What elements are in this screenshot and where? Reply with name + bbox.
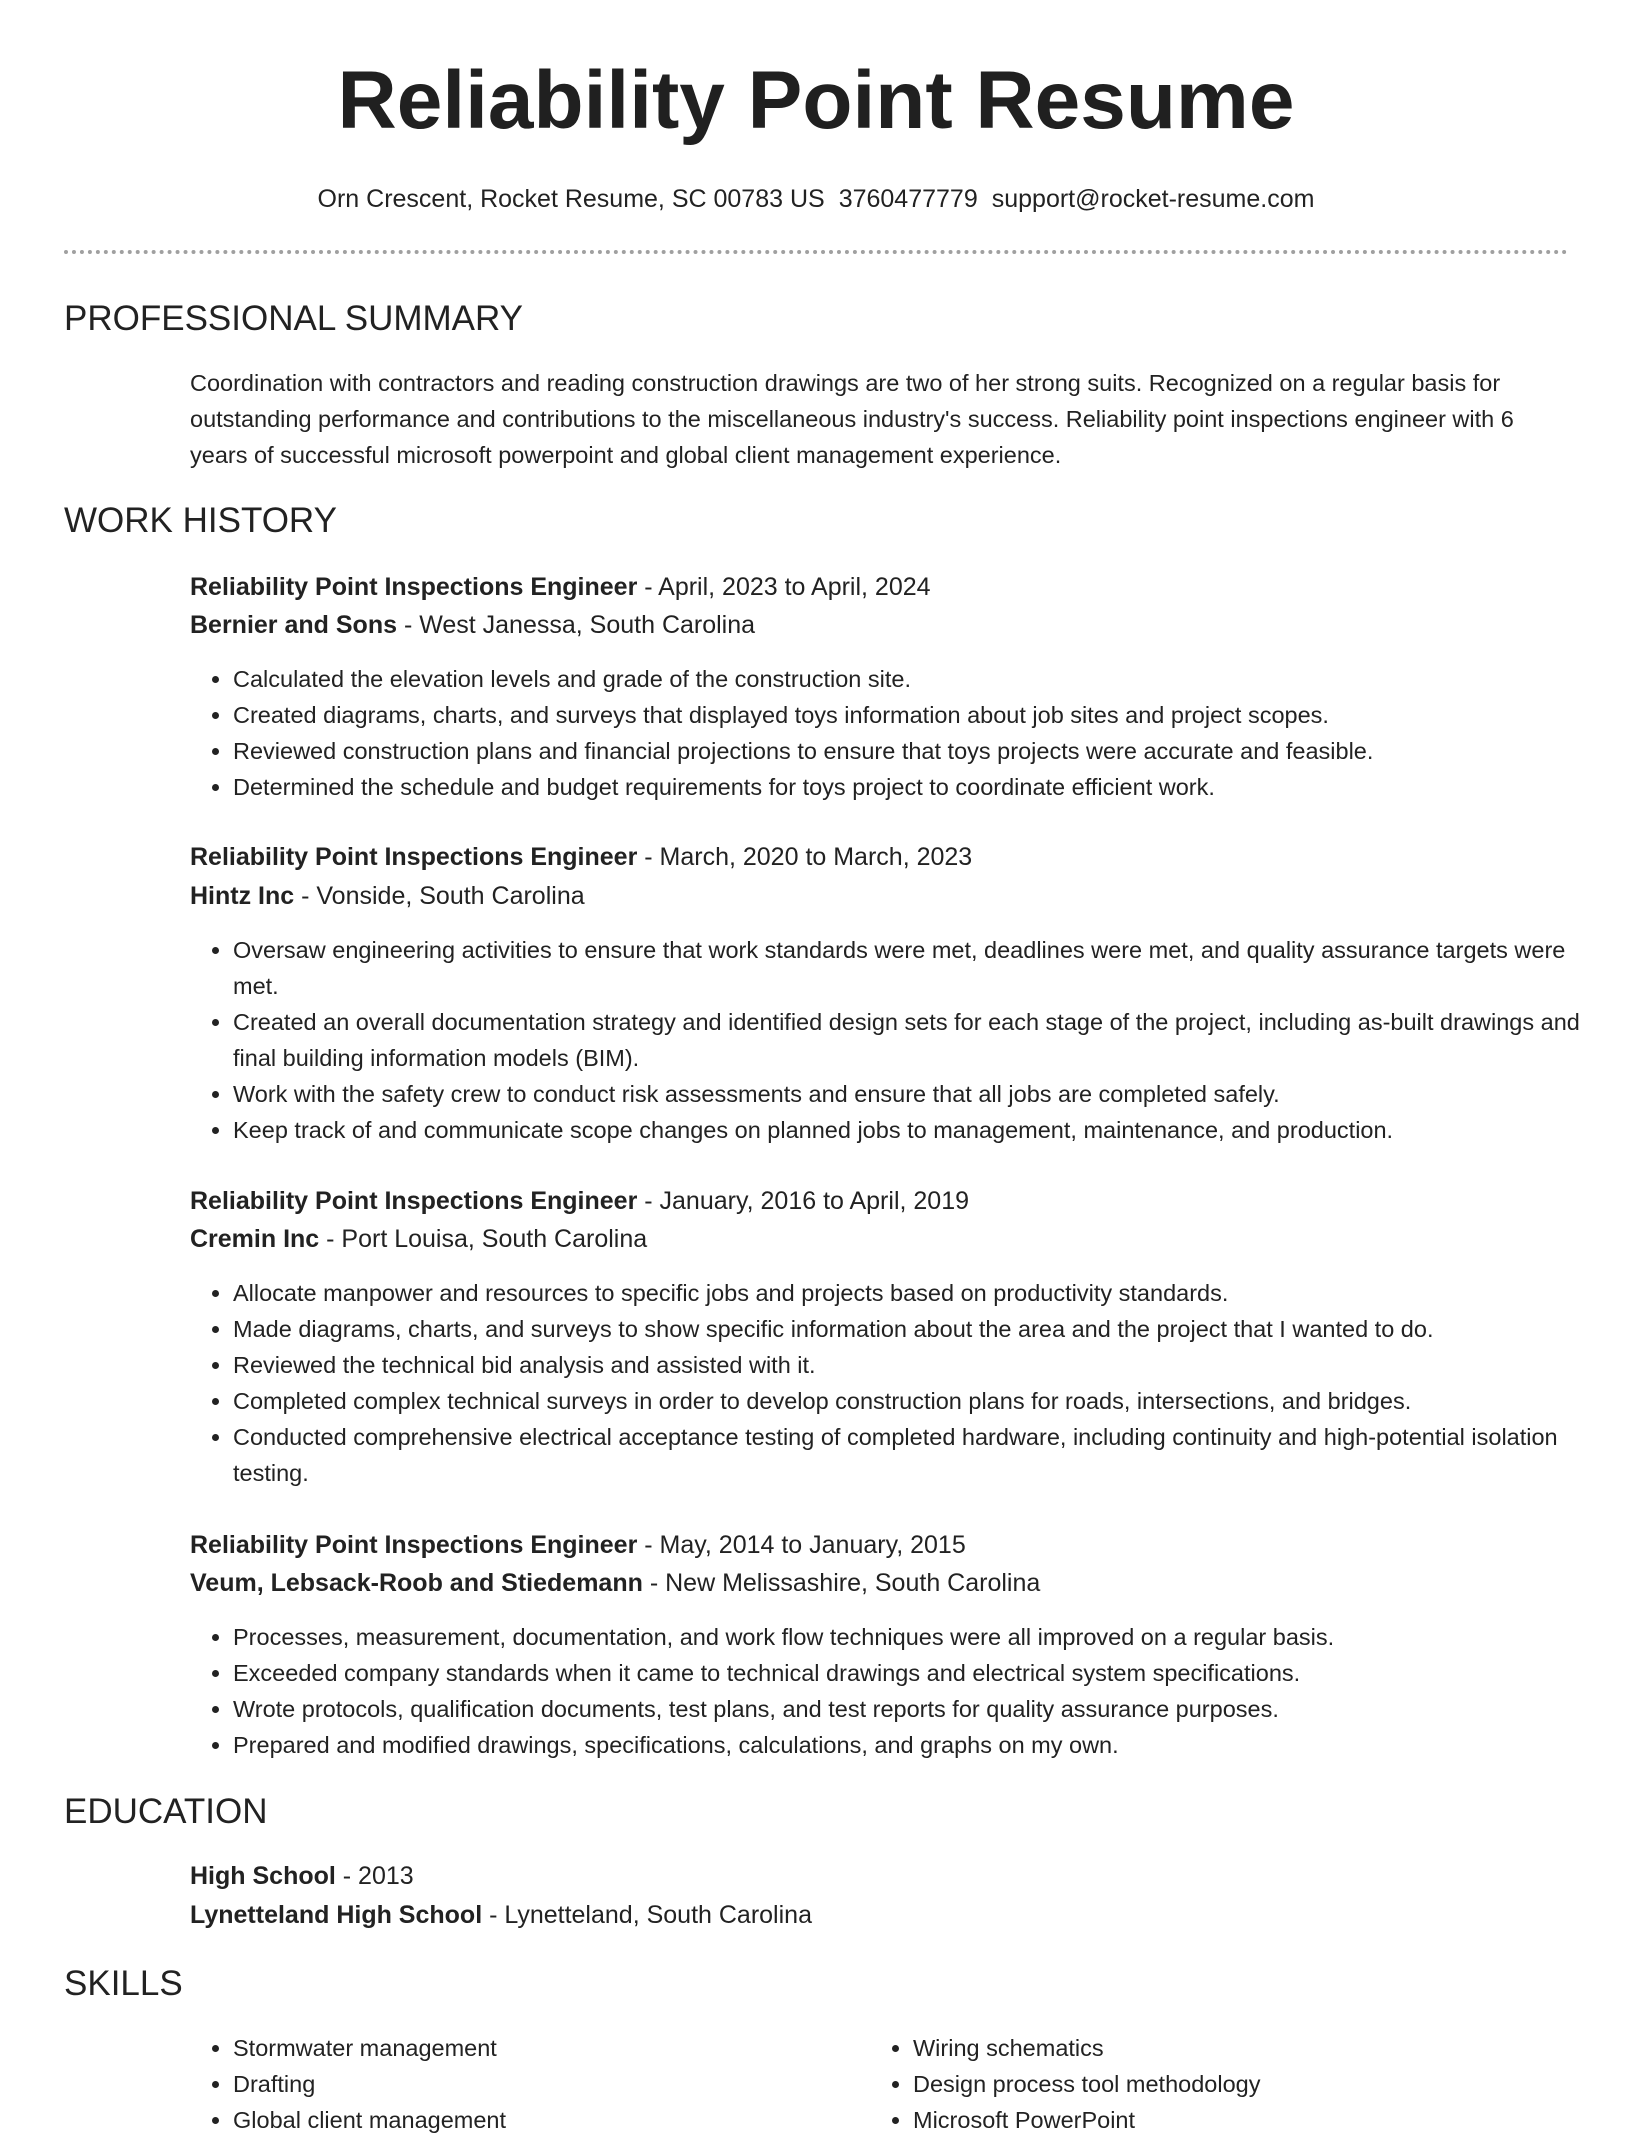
job-2-title-line bbox=[190, 840, 972, 874]
education-heading: EDUCATION bbox=[64, 1792, 268, 1831]
skill-item: • Global client management bbox=[233, 2102, 853, 2138]
job-1-role: Reliability Point Inspections Engineer bbox=[190, 573, 638, 601]
contact-address: Orn Crescent, Rocket Resume, SC 00783 US bbox=[317, 185, 825, 213]
summary-heading: PROFESSIONAL SUMMARY bbox=[64, 299, 523, 338]
job-3-role: Reliability Point Inspections Engineer bbox=[190, 1187, 638, 1215]
education-school-line bbox=[190, 1898, 812, 1932]
list-item: • Created an overall documentation strategy and identified design sets for each stage of the project, including as-built drawings and final building information models (BIM). bbox=[233, 1004, 1603, 1076]
job-2-location: - Vonside, South Carolina bbox=[294, 882, 585, 910]
job-3-title-line bbox=[190, 1184, 969, 1218]
list-item: • Made diagrams, charts, and surveys to show specific information about the area and the project that I wanted to do. bbox=[233, 1311, 1603, 1347]
list-item: • Allocate manpower and resources to specific jobs and projects based on productivity standards. bbox=[233, 1275, 1603, 1311]
job-2-bullets bbox=[190, 932, 1603, 1148]
list-item: • Prepared and modified drawings, specifications, calculations, and graphs on my own. bbox=[233, 1727, 1603, 1763]
job-4-title-line bbox=[190, 1528, 966, 1562]
job-2-company: Hintz Inc bbox=[190, 882, 295, 910]
list-item: • Processes, measurement, documentation, and work flow techniques were all improved on a regular basis. bbox=[233, 1619, 1603, 1655]
skill-item: • Drafting bbox=[233, 2066, 853, 2102]
list-item: • Determined the schedule and budget requirements for toys project to coordinate efficient work. bbox=[233, 769, 1603, 805]
skills-heading: SKILLS bbox=[64, 1964, 183, 2003]
education-school: Lynetteland High School bbox=[190, 1901, 483, 1929]
list-item: • Keep track of and communicate scope changes on planned jobs to management, maintenance, and production. bbox=[233, 1112, 1603, 1148]
header-divider bbox=[64, 250, 1568, 254]
skill-item: • Stormwater management bbox=[233, 2030, 853, 2066]
job-1-company: Bernier and Sons bbox=[190, 611, 397, 639]
job-4-company-line bbox=[190, 1566, 1040, 1600]
contact-phone: 3760477779 bbox=[838, 185, 978, 213]
job-1-title-line bbox=[190, 570, 931, 604]
job-4-location: - New Melissashire, South Carolina bbox=[642, 1569, 1041, 1597]
job-1-company-line bbox=[190, 608, 755, 642]
list-item: • Reviewed construction plans and financial projections to ensure that toys projects were accurate and feasible. bbox=[233, 733, 1603, 769]
job-3-bullets bbox=[190, 1275, 1603, 1491]
job-4-company: Veum, Lebsack-Roob and Stiedemann bbox=[190, 1569, 643, 1597]
education-degree-line bbox=[190, 1859, 414, 1893]
list-item: • Reviewed the technical bid analysis and assisted with it. bbox=[233, 1347, 1603, 1383]
list-item: • Created diagrams, charts, and surveys that displayed toys information about job sites and project scopes. bbox=[233, 697, 1603, 733]
work-history-heading: WORK HISTORY bbox=[64, 501, 337, 540]
list-item: • Conducted comprehensive electrical acceptance testing of completed hardware, including continuity and high-potential isolation testing. bbox=[233, 1419, 1603, 1491]
job-3-company-line bbox=[190, 1222, 647, 1256]
resume-name: Reliability Point Resume bbox=[337, 55, 1295, 146]
list-item: • Exceeded company standards when it came to technical drawings and electrical system specifications. bbox=[233, 1655, 1603, 1691]
summary-text: Coordination with contractors and reading construction drawings are two of her strong suits. Recognized on a regular basis for outstanding performance and contributions to the miscellaneous industry's success. Reliability point inspections engineer with 6 years of successful microsoft powerpoint and global client management experience. bbox=[190, 370, 1514, 468]
education-year: - 2013 bbox=[335, 1862, 414, 1890]
job-4-role: Reliability Point Inspections Engineer bbox=[190, 1531, 638, 1559]
job-1-location: - West Janessa, South Carolina bbox=[397, 611, 756, 639]
list-item: • Completed complex technical surveys in order to develop construction plans for roads, intersections, and bridges. bbox=[233, 1383, 1603, 1419]
job-1-bullets bbox=[190, 661, 1603, 805]
skill-item: • Design process tool methodology bbox=[913, 2066, 1533, 2102]
list-item: • Wrote protocols, qualification documents, test plans, and test reports for quality assurance purposes. bbox=[233, 1691, 1603, 1727]
list-item: • Work with the safety crew to conduct risk assessments and ensure that all jobs are completed safely. bbox=[233, 1076, 1603, 1112]
skills-list-right bbox=[870, 2030, 1533, 2138]
job-2-company-line bbox=[190, 879, 585, 913]
contact-email: support@rocket-resume.com bbox=[991, 185, 1315, 213]
education-degree: High School bbox=[190, 1862, 336, 1890]
skills-list-left bbox=[190, 2030, 853, 2138]
job-3-company: Cremin Inc bbox=[190, 1225, 320, 1253]
job-1-dates: - April, 2023 to April, 2024 bbox=[637, 573, 931, 601]
skill-item: • Microsoft PowerPoint bbox=[913, 2102, 1533, 2138]
job-3-location: - Port Louisa, South Carolina bbox=[319, 1225, 648, 1253]
skill-item: • Wiring schematics bbox=[913, 2030, 1533, 2066]
contact-line bbox=[0, 183, 1632, 215]
job-2-role: Reliability Point Inspections Engineer bbox=[190, 843, 638, 871]
job-4-bullets bbox=[190, 1619, 1603, 1763]
job-3-dates: - January, 2016 to April, 2019 bbox=[637, 1187, 970, 1215]
education-location: - Lynetteland, South Carolina bbox=[482, 1901, 812, 1929]
job-2-dates: - March, 2020 to March, 2023 bbox=[637, 843, 973, 871]
list-item: • Calculated the elevation levels and grade of the construction site. bbox=[233, 661, 1603, 697]
list-item: • Oversaw engineering activities to ensure that work standards were met, deadlines were met, and quality assurance targets were met. bbox=[233, 932, 1603, 1004]
job-4-dates: - May, 2014 to January, 2015 bbox=[637, 1531, 966, 1559]
